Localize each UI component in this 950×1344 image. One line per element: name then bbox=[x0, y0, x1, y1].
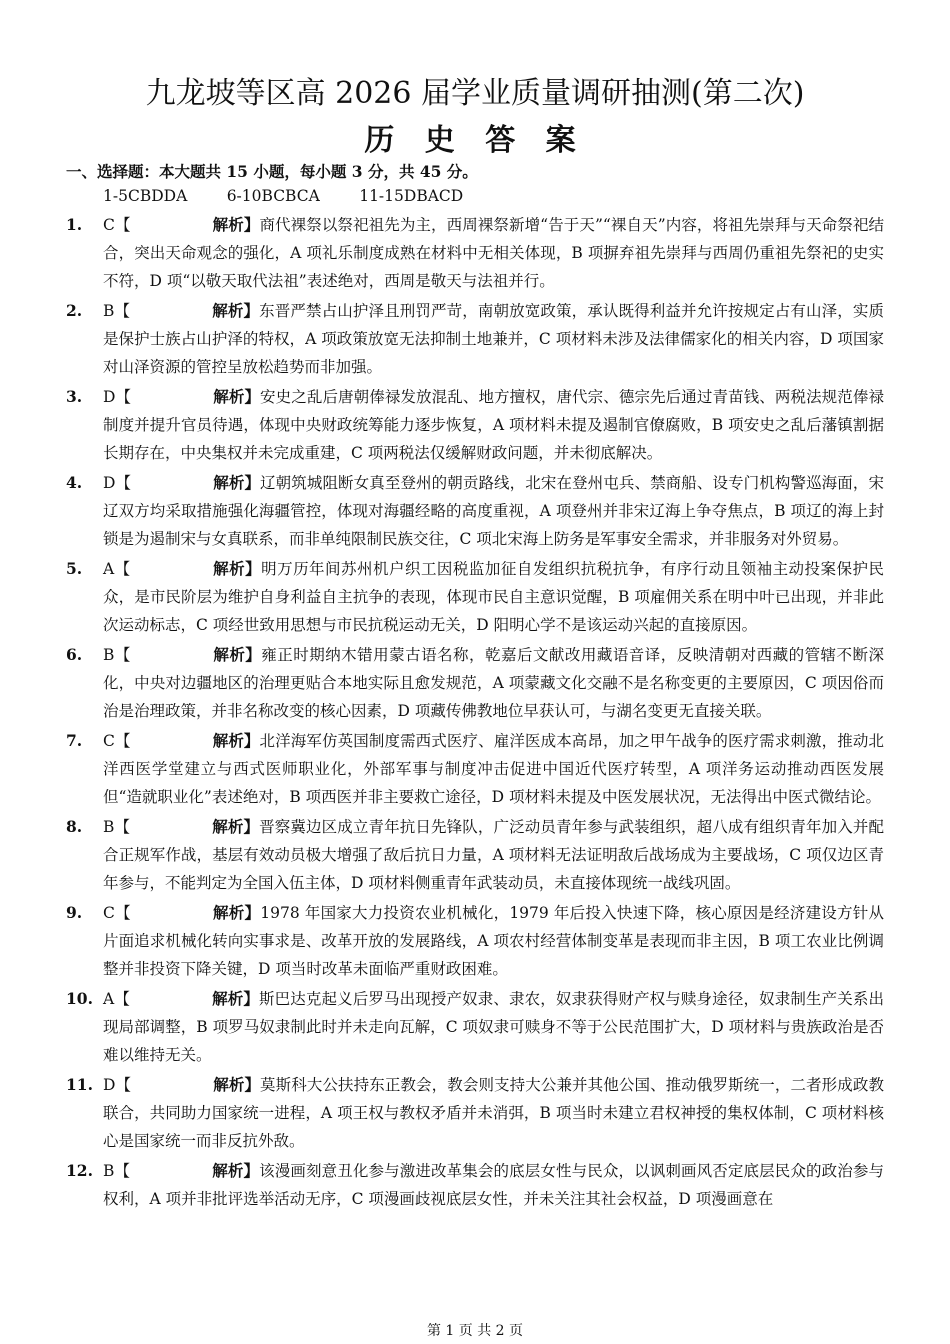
explanation-tag: 解析】 bbox=[212, 903, 261, 922]
question-number: 11. bbox=[66, 1075, 93, 1094]
answer-letter: B【 bbox=[103, 818, 131, 836]
explanation-text: 雍正时期纳木错用蒙古语名称，乾嘉后文献改用藏语音译，反映清朝对西藏的管辖不断深化，中央对边疆地区的治理更贴合本地实际且愈发规范，A 项蒙藏文化交融不是名称变更的主要原因，C 项因俗而治是治理政策，并非名称改变的核心因素，D 项藏传佛教地位早获认可，与湖名变更无直接关联。 bbox=[103, 646, 884, 720]
answer-letter: D【 bbox=[103, 474, 132, 492]
question-explanation bbox=[66, 1071, 884, 1155]
question-list bbox=[66, 211, 884, 1215]
page-footer: 第 1 页 共 2 页 bbox=[426, 1323, 524, 1339]
explanation-tag: 解析】 bbox=[212, 301, 260, 320]
section-heading: 一、选择题：本大题共 15 小题，每小题 3 分，共 45 分。 bbox=[66, 162, 478, 181]
document-subtitle: 历 史 答 案 bbox=[364, 123, 586, 158]
explanation-text: 晋察冀边区成立青年抗日先锋队，广泛动员青年参与武装组织，超八成有组织青年加入并配合正规军作战，基层有效动员极大增强了敌后抗日力量，A 项材料无法证明敌后战场成为主要战场，C 项仅边区青年参与，不能判定为全国入伍主体，D 项材料侧重青年武装动员，未直接体现统一战线巩固。 bbox=[103, 818, 884, 892]
explanation-text: 辽朝筑城阻断女真至登州的朝贡路线，北宋在登州屯兵、禁商船、设专门机构警巡海面，宋辽双方均采取措施强化海疆管控，体现对海疆经略的高度重视，A 项登州并非宋辽海上争夺焦点，B 项辽的海上封锁是为遏制宋与女真联系，而非单纯限制民族交往，C 项北宋海上防务是军事安全需求，并非服务对外贸易。 bbox=[103, 474, 884, 548]
question-number: 12. bbox=[66, 1161, 93, 1180]
document-title: 九龙坡等区高 2026 届学业质量调研抽测(第二次) bbox=[145, 76, 805, 111]
question-explanation bbox=[66, 899, 884, 983]
explanation-tag: 解析】 bbox=[212, 559, 262, 578]
explanation-text: 东晋严禁占山护泽且刑罚严苛，南朝放宽政策，承认既得利益并允许按规定占有山泽，实质是保护士族占山护泽的特权，A 项政策放宽无法抑制土地兼并，C 项材料未涉及法律儒家化的相关内容，D 项国家对山泽资源的管控呈放松趋势而非加强。 bbox=[103, 302, 884, 376]
question-number: 5. bbox=[66, 559, 83, 578]
answer-letter: B【 bbox=[103, 1162, 131, 1180]
question-explanation bbox=[66, 469, 884, 553]
question-explanation bbox=[66, 727, 884, 811]
explanation-text: 1978 年国家大力投资农业机械化，1979 年后投入快速下降，核心原因是经济建设方针从片面追求机械化转向实事求是、改革开放的发展路线，A 项农村经营体制变革是表现而非主因，B 项工农业比例调整并非投资下降关键，D 项当时改革未面临严重财政困难。 bbox=[103, 904, 884, 978]
question-explanation bbox=[66, 641, 884, 725]
answer-letter: D【 bbox=[103, 388, 132, 406]
question-number: 8. bbox=[66, 817, 83, 836]
question-number: 9. bbox=[66, 903, 83, 922]
answer-letter: C【 bbox=[103, 216, 131, 234]
explanation-tag: 解析】 bbox=[212, 731, 260, 750]
answer-letter: C【 bbox=[103, 732, 131, 750]
question-number: 7. bbox=[66, 731, 83, 750]
explanation-tag: 解析】 bbox=[213, 1075, 261, 1094]
question-explanation bbox=[66, 383, 884, 467]
explanation-text: 莫斯科大公扶持东正教会，教会则支持大公兼并其他公国、推动俄罗斯统一，二者形成政教联合，共同助力国家统一进程，A 项王权与教权矛盾并未消弭，B 项当时未建立君权神授的集权体制，C 项材料核心是国家统一而非反抗外敌。 bbox=[103, 1076, 884, 1150]
explanation-tag: 解析】 bbox=[212, 645, 262, 664]
explanation-text: 商代裸祭以祭祀祖先为主，西周裸祭新增“告于天”“裸自天”内容，将祖先崇拜与天命祭祀结合，突出天命观念的强化，A 项礼乐制度成熟在材料中无相关体现，B 项摒弃祖先崇拜与西周仍重祖先祭祀的史实不符，D 项“以敬天取代法祖”表述绝对，西周是敬天与法祖并行。 bbox=[103, 216, 884, 290]
question-number: 10. bbox=[66, 989, 93, 1008]
question-explanation bbox=[66, 813, 884, 897]
explanation-tag: 解析】 bbox=[213, 473, 261, 492]
question-explanation bbox=[66, 1157, 884, 1213]
answer-key-group: 6-10BCBCA bbox=[226, 187, 320, 205]
answer-key-line bbox=[103, 187, 463, 205]
question-number: 2. bbox=[66, 301, 83, 320]
question-number: 3. bbox=[66, 387, 83, 406]
explanation-text: 该漫画刻意丑化参与激进改革集会的底层女性与民众，以讽刺画风否定底层民众的政治参与权利，A 项并非批评选举活动无序，C 项漫画歧视底层女性，并未关注其社会权益，D 项漫画意在 bbox=[103, 1162, 884, 1208]
explanation-tag: 解析】 bbox=[212, 817, 260, 836]
explanation-text: 斯巴达克起义后罗马出现授产奴隶、隶农，奴隶获得财产权与赎身途径，奴隶制生产关系出现局部调整，B 项罗马奴隶制此时并未走向瓦解，C 项奴隶可赎身不等于公民范围扩大，D 项材料与贵族政治是否难以维持无关。 bbox=[103, 990, 884, 1064]
question-explanation bbox=[66, 211, 884, 295]
explanation-text: 北洋海军仿英国制度需西式医疗、雇洋医成本高昂，加之甲午战争的医疗需求刺激，推动北洋西医学堂建立与西式医师职业化，外部军事与制度冲击促进中国近代医疗转型，A 项洋务运动推动西医发展但“造就职业化”表述绝对，B 项西医并非主要救亡途径，D 项材料未提及中医发展状况，无法得出中医式微结论。 bbox=[103, 732, 884, 806]
explanation-tag: 解析】 bbox=[212, 1161, 260, 1180]
question-number: 4. bbox=[66, 473, 83, 492]
explanation-tag: 解析】 bbox=[212, 215, 260, 234]
question-explanation bbox=[66, 297, 884, 381]
explanation-text: 安史之乱后唐朝俸禄发放混乱、地方擅权，唐代宗、德宗先后通过青苗钱、两税法规范俸禄制度并提升官员待遇，体现中央财政统筹能力逐步恢复，A 项材料未提及遏制官僚腐败，B 项安史之乱后藩镇割据长期存在，中央集权并未完成重建，C 项两税法仅缓解财政问题，并未彻底解决。 bbox=[103, 388, 884, 462]
explanation-tag: 解析】 bbox=[213, 387, 261, 406]
answer-key-group: 1-5CBDDA bbox=[103, 187, 188, 205]
question-explanation bbox=[66, 985, 884, 1069]
question-explanation bbox=[66, 555, 884, 639]
answer-key-group: 11-15DBACD bbox=[359, 187, 464, 205]
question-number: 1. bbox=[66, 215, 83, 234]
answer-letter: D【 bbox=[103, 1076, 132, 1094]
answer-letter: B【 bbox=[103, 302, 131, 320]
explanation-text: 明万历年间苏州机户织工因税监加征自发组织抗税抗争，有序行动且领袖主动投案保护民众，是市民阶层为维护自身利益自主抗争的表现，体现市民自主意识觉醒，B 项雇佣关系在明中叶已出现，并非此次运动标志，C 项经世致用思想与市民抗税运动无关，D 阳明心学不是该运动兴起的直接原因。 bbox=[103, 560, 884, 634]
answer-letter: A【 bbox=[103, 560, 131, 578]
answer-letter: A【 bbox=[103, 990, 130, 1008]
explanation-tag: 解析】 bbox=[211, 989, 259, 1008]
question-number: 6. bbox=[66, 645, 83, 664]
answer-letter: B【 bbox=[103, 646, 131, 664]
answer-letter: C【 bbox=[103, 904, 131, 922]
